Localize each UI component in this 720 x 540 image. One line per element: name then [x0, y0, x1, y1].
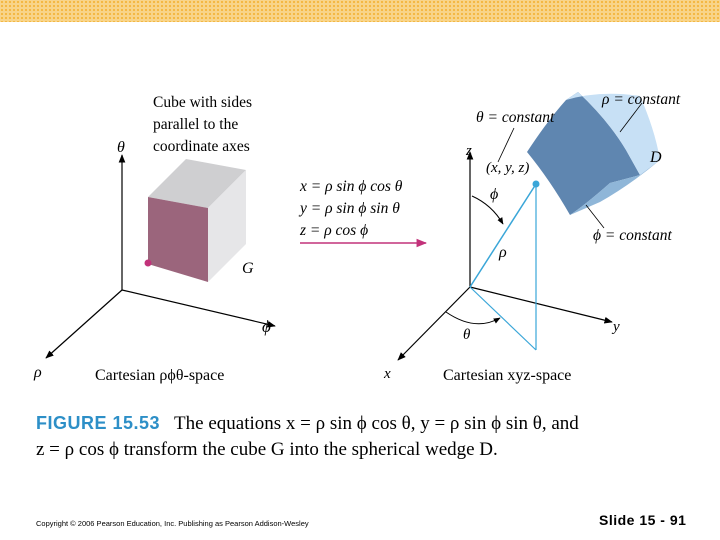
- figure-caption: [36, 410, 696, 463]
- phi-constant-label: ϕ = constant: [593, 227, 672, 244]
- projection-line: [470, 287, 536, 350]
- caption-text-2: z = ρ cos ϕ transform the cube G into the spherical wedge D.: [36, 439, 498, 460]
- cube-g: [145, 159, 247, 282]
- phi-angle-arc: [472, 196, 503, 224]
- copyright-text: Copyright © 2006 Pearson Education, Inc. Publishing as Pearson Addison-Wesley: [36, 519, 309, 528]
- rho-axis: [46, 290, 122, 358]
- phi-axis-label: ϕ: [262, 317, 271, 336]
- phi-axis: [122, 290, 275, 326]
- rho-axis-label: ρ: [34, 364, 42, 381]
- x-axis-label: x: [384, 366, 391, 382]
- rho-ray: [470, 184, 536, 287]
- transformation-equations: x = ρ sin ϕ cos θ y = ρ sin ϕ sin θ z = ρ cos ϕ: [300, 178, 403, 239]
- cube-front-face: [148, 197, 208, 282]
- point-label: (x, y, z): [486, 160, 530, 176]
- caption-line-1: [36, 410, 696, 437]
- slide-number: Slide 15 - 91: [599, 512, 687, 528]
- caption-figure-label: FIGURE 15.53: [36, 413, 161, 433]
- cube-corner-dot: [145, 260, 152, 267]
- angle-theta-label: θ: [463, 327, 471, 343]
- caption-text-1: The equations x = ρ sin ϕ cos θ, y = ρ sin ϕ sin θ, and: [174, 413, 579, 434]
- right-space-label: Cartesian xyz-space: [443, 367, 572, 384]
- theta-axis-label: θ: [117, 139, 125, 156]
- rho-constant-label: ρ = constant: [602, 91, 681, 108]
- theta-constant-label: θ = constant: [476, 109, 555, 126]
- theta-angle-arc: [446, 312, 500, 324]
- left-space-label: Cartesian ρϕθ-space: [95, 367, 225, 384]
- angle-phi-label: ϕ: [490, 186, 499, 203]
- cube-note: Cube with sides parallel to the coordinate axes: [153, 94, 253, 155]
- wedge-label: D: [650, 149, 662, 166]
- theta-constant-leader: [498, 128, 514, 162]
- x-axis: [398, 287, 470, 360]
- z-axis-label: z: [466, 143, 472, 159]
- cube-label: G: [242, 260, 254, 277]
- y-axis-label: y: [613, 319, 620, 335]
- phi-constant-leader: [586, 205, 604, 228]
- y-axis: [470, 287, 612, 322]
- angle-rho-label: ρ: [499, 244, 507, 261]
- point-xyz: [533, 181, 540, 188]
